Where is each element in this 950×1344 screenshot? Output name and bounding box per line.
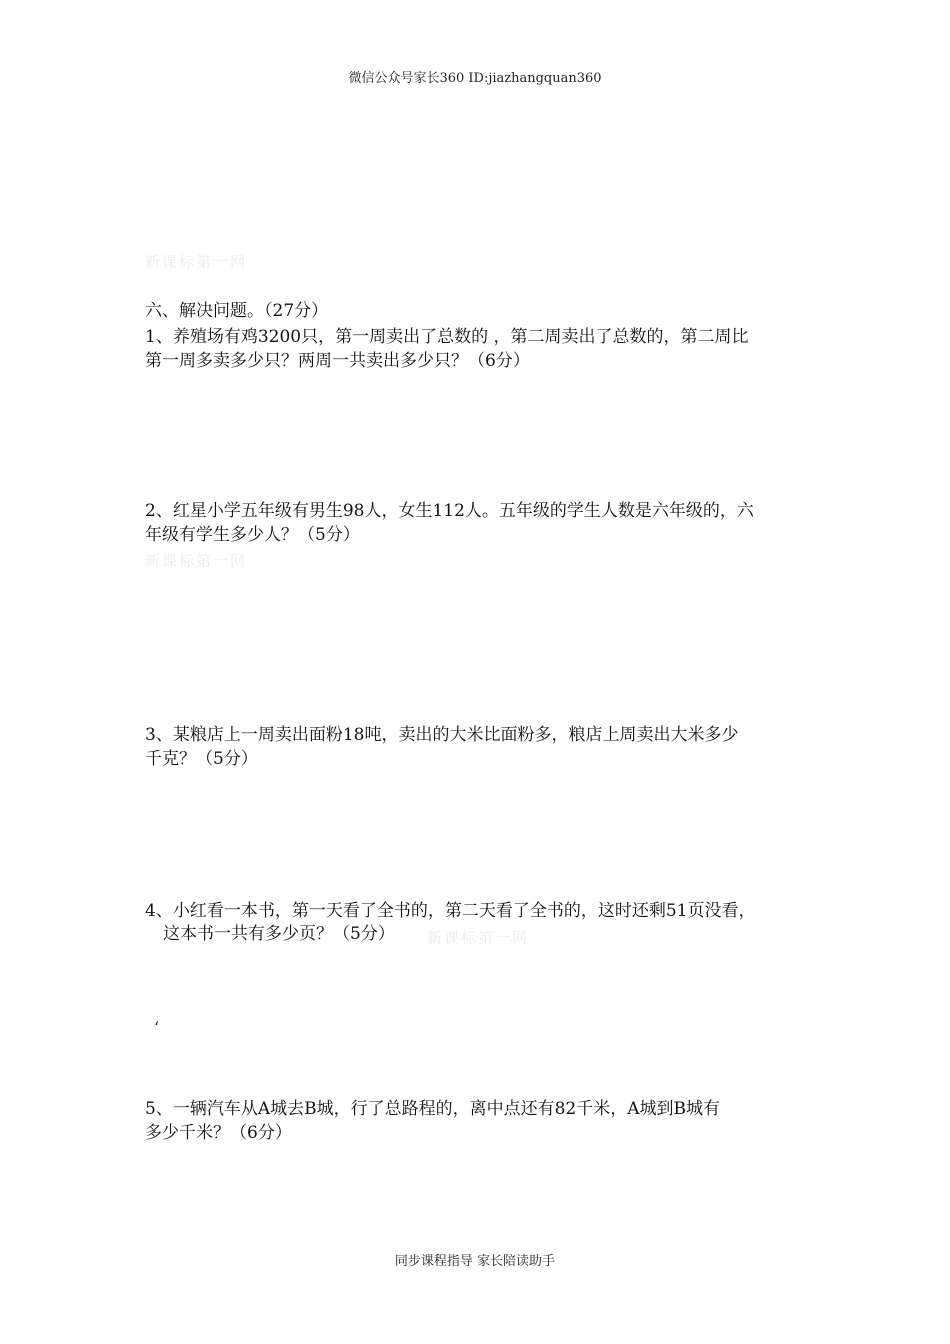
problem-2-line-2: 年级有学生多少人？（5分） xyxy=(145,525,360,545)
section-title: 六、解决问题。（27分） xyxy=(145,301,329,321)
problem-1-line-1: 1、养殖场有鸡3200只，第一周卖出了总数的 ，第二周卖出了总数的，第二周比 xyxy=(145,327,749,347)
watermark-text: 新课标第一网 xyxy=(427,929,530,947)
stray-mark: ‘ xyxy=(154,1018,160,1037)
problem-5-line-2: 多少千米？（6分） xyxy=(145,1123,292,1143)
problem-3-line-1: 3、某粮店上一周卖出面粉18吨，卖出的大米比面粉多，粮店上周卖出大米多少 xyxy=(145,725,739,745)
problem-3-line-2: 千克？（5分） xyxy=(145,749,258,769)
problem-1-line-2: 第一周多卖多少只？两周一共卖出多少只？（6分） xyxy=(145,351,530,371)
watermark-text: 新课标第一网 xyxy=(145,552,248,570)
watermark-text: 新课标第一网 xyxy=(145,253,248,271)
page-footer: 同步课程指导 家长陪读助手 xyxy=(394,1254,556,1269)
problem-2-line-1: 2、红星小学五年级有男生98人，女生112人。五年级的学生人数是六年级的，六 xyxy=(145,501,754,521)
problem-5-line-1: 5、一辆汽车从A城去B城，行了总路程的，离中点还有82千米，A城到B城有 xyxy=(145,1099,720,1119)
problem-4-line-2: 这本书一共有多少页？（5分） xyxy=(163,924,395,944)
page-header: 微信公众号家长360 ID:jiazhangquan360 xyxy=(348,71,602,86)
problem-4-line-1: 4、小红看一本书，第一天看了全书的，第二天看了全书的，这时还剩51页没看， xyxy=(145,901,756,921)
